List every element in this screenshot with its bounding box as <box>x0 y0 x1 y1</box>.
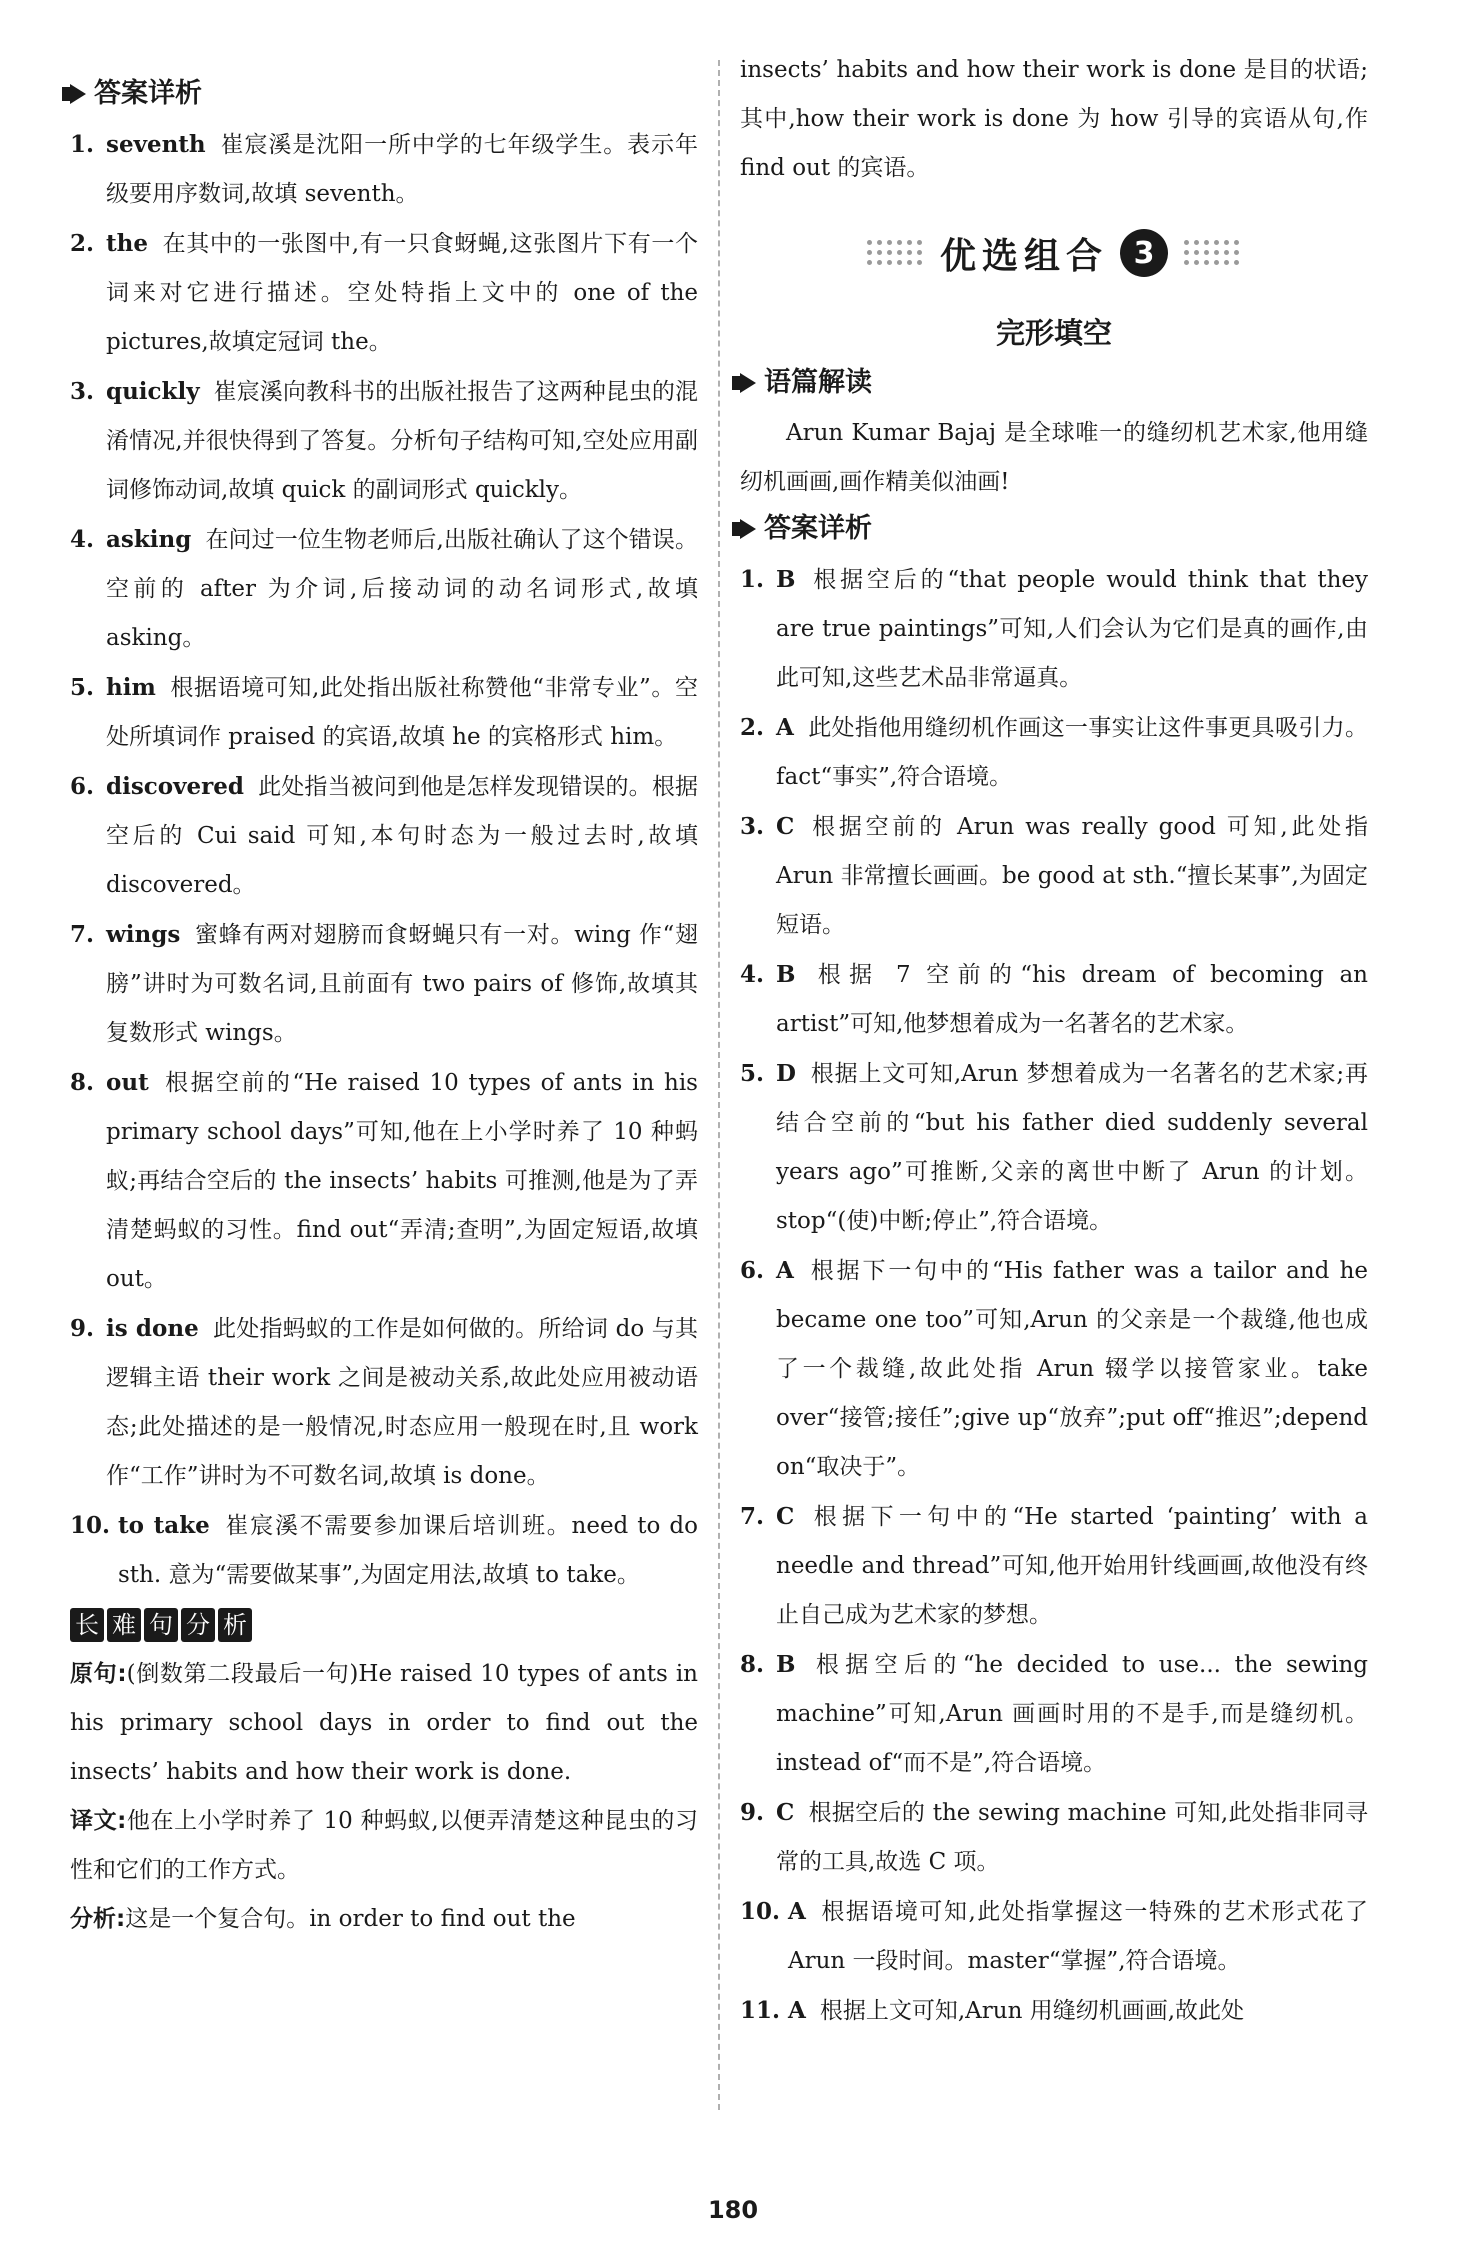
item-answer: C <box>776 813 795 840</box>
item-explanation: 崔宸溪是沈阳一所中学的七年级学生。表示年级要用序数词,故填 seventh。 <box>106 132 698 207</box>
item-answer: the <box>106 230 148 257</box>
item-explanation: 崔宸溪不需要参加课后培训班。need to do sth. 意为“需要做某事”,为固定用法,故填 to take。 <box>118 1513 698 1588</box>
answer-item <box>740 1246 1368 1492</box>
answer-item <box>70 367 698 515</box>
item-explanation: 崔宸溪向教科书的出版社报告了这两种昆虫的混淆情况,并很快得到了答复。分析句子结构可知,空处应用副词修饰动词,故填 quick 的副词形式 quickly。 <box>106 379 698 503</box>
item-answer: wings <box>106 921 181 948</box>
item-number: 10. <box>70 1512 111 1539</box>
analysis-title-char: 析 <box>218 1608 252 1642</box>
item-explanation: 此处指当被问到他是怎样发现错误的。根据空后的 Cui said 可知,本句时态为一般过去时,故填 discovered。 <box>106 774 698 898</box>
item-explanation: 根据空前的“He raised 10 types of ants in his primary school days”可知,他在上小学时养了 10 种蚂蚁;再结合空后的 the insects’ habits 可推测,他是为了弄清楚蚂蚁的习性。find out“弄清;查明”,为固定短语,故填 out。 <box>106 1070 698 1292</box>
reading-heading <box>740 363 1368 403</box>
item-number: 9. <box>70 1315 95 1342</box>
item-number: 11. <box>740 1997 781 2024</box>
original-text: (倒数第二段最后一句)He raised 10 types of ants in his primary school days in order to find out the insects’ habits and how their work is done. <box>70 1661 698 1785</box>
item-explanation: 根据 7 空前的“his dream of becoming an artist”可知,他梦想着成为一名著名的艺术家。 <box>776 962 1368 1037</box>
column-divider <box>718 60 720 2110</box>
item-number: 1. <box>70 131 95 158</box>
item-answer: seventh <box>106 131 206 158</box>
item-explanation: 根据语境可知,此处指出版社称赞他“非常专业”。空处所填词作 praised 的宾语,故填 he 的宾格形式 him。 <box>106 675 698 750</box>
dots-decoration-left <box>867 240 924 267</box>
page-number: 180 <box>707 2196 759 2224</box>
group-number-badge: 3 <box>1120 229 1168 277</box>
analysis <box>70 1895 698 1944</box>
item-answer: A <box>788 1997 806 2024</box>
section-title: 完形填空 <box>995 316 1112 350</box>
original-sentence <box>70 1650 698 1797</box>
left-column <box>70 72 698 1944</box>
item-number: 6. <box>70 773 95 800</box>
arrow-icon <box>740 373 756 393</box>
item-number: 6. <box>740 1257 765 1284</box>
item-answer: D <box>776 1060 796 1087</box>
answer-item <box>70 219 698 367</box>
item-answer: B <box>776 961 796 988</box>
item-number: 4. <box>740 961 765 988</box>
analysis-text: 这是一个复合句。in order to find out the <box>125 1906 576 1932</box>
answer-item <box>740 555 1368 703</box>
group-title: 优选组合 <box>939 235 1108 277</box>
item-number: 3. <box>70 378 95 405</box>
answer-list-right <box>740 555 1368 2036</box>
right-column <box>740 57 1368 2036</box>
item-explanation: 根据空后的 the sewing machine 可知,此处指非同寻常的工具,故选 C 项。 <box>776 1800 1368 1875</box>
answer-item <box>740 703 1368 802</box>
arrow-icon <box>70 84 86 104</box>
answer-item <box>70 910 698 1058</box>
answers-heading-text: 答案详析 <box>764 513 872 544</box>
analysis-title-char: 句 <box>144 1608 178 1642</box>
item-number: 5. <box>740 1060 765 1087</box>
item-number: 8. <box>740 1651 765 1678</box>
analysis-title-char: 难 <box>107 1608 141 1642</box>
item-answer: out <box>106 1069 149 1096</box>
item-number: 2. <box>70 230 95 257</box>
answers-heading-left <box>70 74 698 114</box>
item-number: 3. <box>740 813 765 840</box>
dots-decoration-right <box>1184 240 1241 267</box>
answer-item <box>70 120 698 219</box>
translation-label: 译文: <box>70 1808 127 1834</box>
answer-item <box>740 1640 1368 1788</box>
item-number: 4. <box>70 526 95 553</box>
item-answer: A <box>776 1257 794 1284</box>
item-explanation: 根据空后的“that people would think that they are true paintings”可知,人们会认为它们是真的画作,由此可知,这些艺术品非常逼真。 <box>776 567 1368 691</box>
item-answer: him <box>106 674 156 701</box>
continued-analysis: insects’ habits and how their work is done 是目的状语;其中,how their work is done 为 how 引导的宾语从句,作 find out 的宾语。 <box>740 57 1368 181</box>
analysis-label: 分析: <box>70 1906 126 1932</box>
item-answer: asking <box>106 526 192 553</box>
translation <box>70 1797 698 1895</box>
item-answer: B <box>776 566 796 593</box>
item-answer: A <box>776 714 794 741</box>
item-number: 5. <box>70 674 95 701</box>
item-explanation: 根据下一句中的“His father was a tailor and he became one too”可知,Arun 的父亲是一个裁缝,他也成了一个裁缝,故此处指 Arun 辍学以接管家业。take over“接管;接任”;give up“放弃”;put off“推迟”;depend on“取决于”。 <box>776 1258 1368 1480</box>
item-answer: A <box>788 1898 806 1925</box>
item-explanation: 根据空前的 Arun was really good 可知,此处指 Arun 非常擅长画画。be good at sth.“擅长某事”,为固定短语。 <box>776 814 1368 938</box>
item-answer: is done <box>106 1315 199 1342</box>
analysis-title-char: 分 <box>181 1608 215 1642</box>
item-number: 8. <box>70 1069 95 1096</box>
answer-item <box>70 515 698 663</box>
answer-item <box>740 1492 1368 1640</box>
answer-item <box>740 1986 1368 2036</box>
item-answer: discovered <box>106 773 244 800</box>
item-answer: quickly <box>106 378 200 405</box>
answer-item <box>70 1058 698 1304</box>
reading-summary: Arun Kumar Bajaj 是全球唯一的缝纫机艺术家,他用缝纫机画画,画作精美似油画! <box>740 420 1368 495</box>
item-explanation: 根据空后的“he decided to use... the sewing machine”可知,Arun 画画时用的不是手,而是缝纫机。instead of“而不是”,符合语境。 <box>776 1652 1368 1776</box>
item-explanation: 此处指蚂蚁的工作是如何做的。所给词 do 与其逻辑主语 their work 之间是被动关系,故此处应用被动语态;此处描述的是一般情况,时态应用一般现在时,且 work 作“工作”讲时为不可数名词,故填 is done。 <box>106 1316 698 1489</box>
answer-list-left <box>70 120 698 1600</box>
analysis-title-char: 长 <box>70 1608 104 1642</box>
item-explanation: 根据上文可知,Arun 用缝纫机画画,故此处 <box>819 1998 1245 2024</box>
item-answer: C <box>776 1503 795 1530</box>
item-answer: C <box>776 1799 795 1826</box>
item-explanation: 蜜蜂有两对翅膀而食蚜蝇只有一对。wing 作“翅膀”讲时为可数名词,且前面有 two pairs of 修饰,故填其复数形式 wings。 <box>106 922 698 1046</box>
reading-heading-text: 语篇解读 <box>764 367 872 398</box>
answer-item <box>70 1501 698 1600</box>
answer-item <box>740 802 1368 950</box>
answer-item <box>70 663 698 762</box>
item-answer: B <box>776 1651 796 1678</box>
item-answer: to take <box>118 1512 210 1539</box>
item-explanation: 在问过一位生物老师后,出版社确认了这个错误。空前的 after 为介词,后接动词的动名词形式,故填 asking。 <box>106 527 698 651</box>
item-explanation: 根据下一句中的“He started ‘painting’ with a needle and thread”可知,他开始用针线画画,故他没有终止自己成为艺术家的梦想。 <box>776 1504 1368 1628</box>
item-number: 1. <box>740 566 765 593</box>
item-number: 9. <box>740 1799 765 1826</box>
translation-text: 他在上小学时养了 10 种蚂蚁,以便弄清楚这种昆虫的习性和它们的工作方式。 <box>70 1808 698 1883</box>
answer-item <box>740 950 1368 1049</box>
item-explanation: 此处指他用缝纫机作画这一事实让这件事更具吸引力。fact“事实”,符合语境。 <box>776 715 1368 790</box>
answer-item <box>740 1887 1368 1986</box>
item-number: 10. <box>740 1898 781 1925</box>
answer-item <box>740 1049 1368 1246</box>
item-explanation: 根据上文可知,Arun 梦想着成为一名著名的艺术家;再结合空前的“but his father died suddenly several years ago”可推断,父亲的离世中断了 Arun 的计划。stop“(使)中断;停止”,符合语境。 <box>776 1061 1368 1234</box>
original-label: 原句: <box>70 1661 127 1687</box>
item-explanation: 根据语境可知,此处指掌握这一特殊的艺术形式花了 Arun 一段时间。master“掌握”,符合语境。 <box>788 1899 1368 1974</box>
answer-item <box>70 762 698 910</box>
long-sentence-analysis-title <box>70 1608 698 1642</box>
answers-heading-right <box>740 509 1368 549</box>
item-number: 7. <box>740 1503 765 1530</box>
answer-item <box>70 1304 698 1501</box>
group-banner <box>740 223 1368 283</box>
item-explanation: 在其中的一张图中,有一只食蚜蝇,这张图片下有一个词来对它进行描述。空处特指上文中的 one of the pictures,故填定冠词 the。 <box>106 231 698 355</box>
item-number: 2. <box>740 714 765 741</box>
answers-heading-text: 答案详析 <box>94 78 202 109</box>
arrow-icon <box>740 519 756 539</box>
answer-item <box>740 1788 1368 1887</box>
item-number: 7. <box>70 921 95 948</box>
